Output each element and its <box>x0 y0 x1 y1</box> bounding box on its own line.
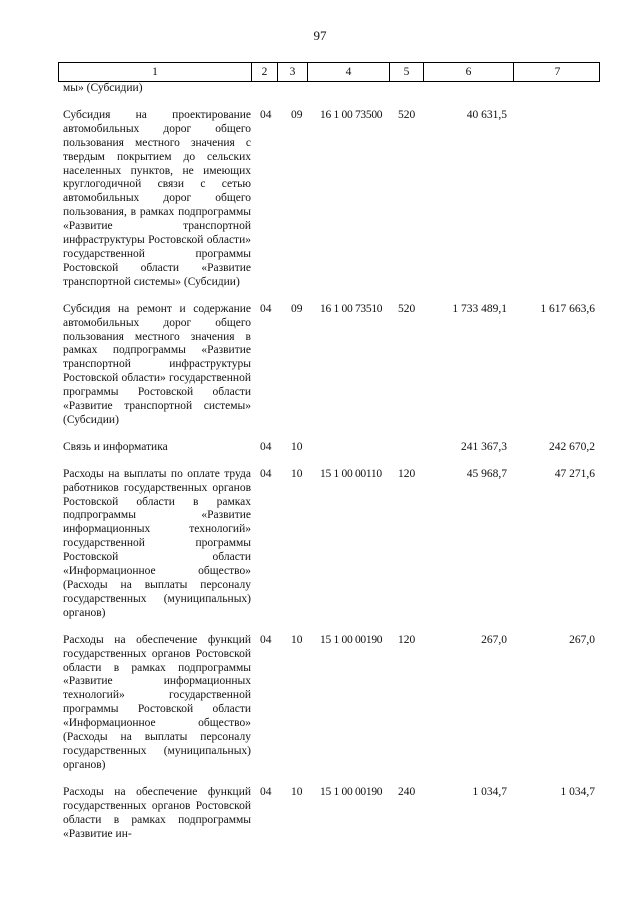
table-row <box>58 109 600 290</box>
row-section: 04 <box>260 785 272 798</box>
row-amount-1: 241 367,3 <box>461 440 507 453</box>
header-col-3: 3 <box>278 63 308 81</box>
row-amount-1: 40 631,5 <box>466 108 507 121</box>
table-header <box>58 62 600 82</box>
row-description: Субсидия на ремонт и содержание автомобильных дорог общего пользования местного значения в рамках подпрограммы «Развитие транспортной инфраструктуры Ростовской области» государственной программы Ростовской области «Развитие транспортной системы» (Субсидии) <box>63 302 251 426</box>
row-expense-type: 240 <box>398 785 416 798</box>
row-target-code: 15 1 00 00110 <box>320 467 382 480</box>
row-description: Связь и информатика <box>63 440 168 453</box>
row-description: Расходы на обеспечение функций государственных органов Ростовской области в рамках подпрограммы «Развитие информационных технологий» государственной программы Ростовской области «Информационное общество» (Расходы на выплаты персоналу государственных (муниципальных) органов) <box>63 633 251 771</box>
row-amount-1: 1 733 489,1 <box>452 302 507 315</box>
row-subsection: 09 <box>291 108 303 121</box>
row-description: Расходы на выплаты по оплате труда работников государственных органов Ростовской области в рамках подпрограммы «Развитие информационных технологий» государственной программы Ростовской области «Информационное общество» (Расходы на выплаты персоналу государственных (муниципальных) органов) <box>63 467 251 619</box>
row-section: 04 <box>260 440 272 453</box>
row-subsection: 10 <box>291 440 303 453</box>
row-target-code: 16 1 00 73500 <box>320 108 383 121</box>
row-section: 04 <box>260 108 272 121</box>
row-target-code: 15 1 00 00190 <box>320 633 383 646</box>
row-amount-2: 1 034,7 <box>560 785 595 798</box>
row-expense-type: 520 <box>398 108 416 121</box>
row-target-code: 16 1 00 73510 <box>320 302 383 315</box>
row-amount-2: 267,0 <box>569 633 595 646</box>
row-expense-type: 120 <box>398 467 416 480</box>
row-description: Расходы на обеспечение функций государственных органов Ростовской области в рамках подпрограммы «Развитие ин- <box>63 785 251 840</box>
row-subsection: 10 <box>291 633 303 646</box>
row-description: мы» (Субсидии) <box>63 82 143 94</box>
table-row <box>58 634 600 773</box>
row-amount-1: 45 968,7 <box>466 467 507 480</box>
row-description: Субсидия на проектирование автомобильных дорог общего пользования местного значения с твердым покрытием до сельских населенных пунктов, не имеющих круглогодичной связи с сетью автомобильных дорог общего пользования, в рамках подпрограммы «Развитие транспортной инфраструктуры Ростовской области» государственной программы Ростовской области «Развитие транспортной системы» (Субсидии) <box>63 108 251 288</box>
row-amount-1: 1 034,7 <box>472 785 507 798</box>
table-row <box>58 82 600 96</box>
row-subsection: 10 <box>291 467 303 480</box>
row-amount-2: 47 271,6 <box>554 467 595 480</box>
row-section: 04 <box>260 467 272 480</box>
table-row <box>58 468 600 621</box>
row-section: 04 <box>260 302 272 315</box>
row-expense-type: 120 <box>398 633 416 646</box>
header-col-4: 4 <box>308 63 390 81</box>
row-subsection: 09 <box>291 302 303 315</box>
header-col-1: 1 <box>59 63 252 81</box>
header-col-5: 5 <box>390 63 424 81</box>
row-amount-2: 1 617 663,6 <box>540 302 595 315</box>
table-body <box>58 82 600 841</box>
budget-table <box>58 62 600 854</box>
header-col-6: 6 <box>424 63 514 81</box>
row-amount-1: 267,0 <box>481 633 507 646</box>
table-row <box>58 303 600 428</box>
row-target-code: 15 1 00 00190 <box>320 785 383 798</box>
table-row <box>58 441 600 455</box>
header-col-2: 2 <box>252 63 278 81</box>
page-number: 97 <box>313 28 327 43</box>
header-col-7: 7 <box>554 66 561 78</box>
table-row <box>58 786 600 842</box>
row-subsection: 10 <box>291 785 303 798</box>
row-section: 04 <box>260 633 272 646</box>
row-amount-2: 242 670,2 <box>549 440 595 453</box>
row-expense-type: 520 <box>398 302 416 315</box>
